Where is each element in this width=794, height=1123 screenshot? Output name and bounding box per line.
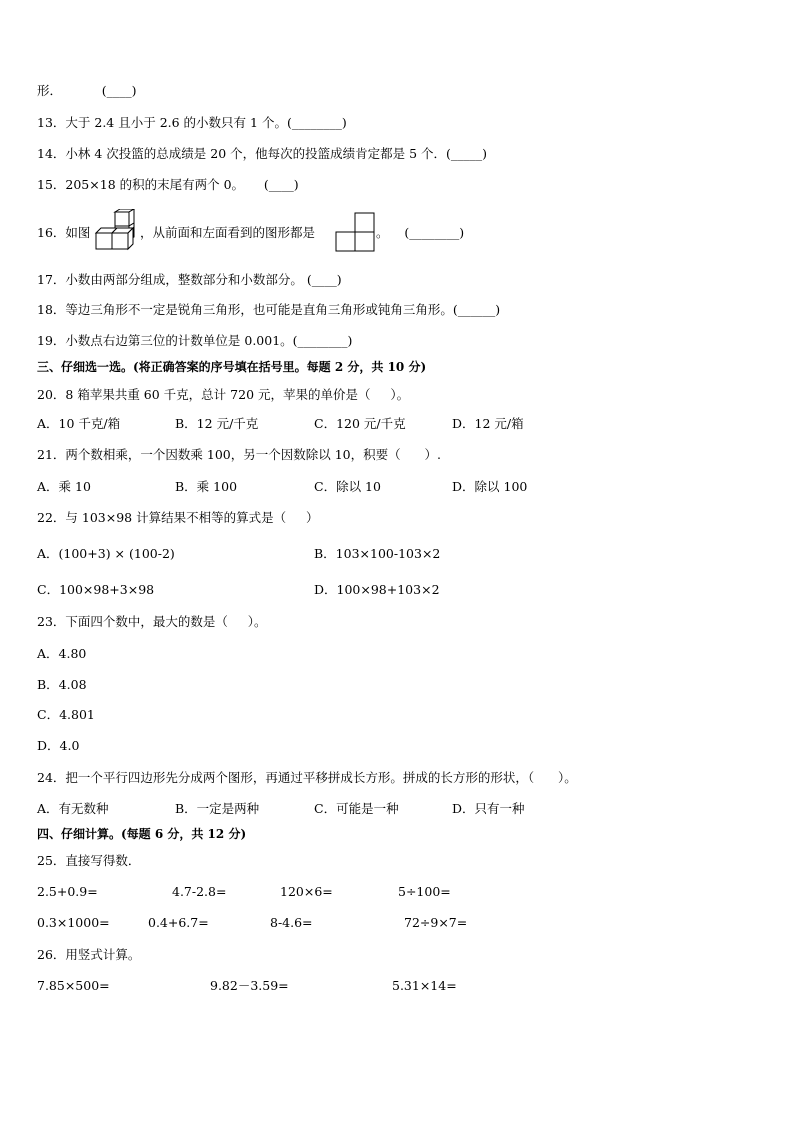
question-16-text-c: 。 (________) [376,225,465,240]
question-22: 22．与 103×98 计算结果不相等的算式是（ ） [37,510,319,525]
vertical-calc-1: 7.85×500= [37,978,110,993]
question-23: 23．下面四个数中，最大的数是（ ）。 [37,614,267,629]
q22-option-a: A．(100+3) × (100-2) [37,546,175,561]
q22-option-c: C．100×98+3×98 [37,582,155,597]
q23-option-c: C．4.801 [37,707,95,722]
q22-option-d: D．100×98+103×2 [314,582,440,597]
cube-stack-figure [93,209,139,253]
question-25: 25．直接写得数． [37,853,141,868]
q24-option-d: D．只有一种 [452,801,525,816]
q22-option-b: B．103×100-103×2 [314,546,441,561]
section-3-heading: 三、仔细选一选。(将正确答案的序号填在括号里。每题 2 分，共 10 分) [37,360,427,374]
vertical-calc-3: 5.31×14= [392,978,457,993]
view-shape-figure [335,212,377,252]
q20-option-d: D．12 元/箱 [452,416,524,431]
calc-item-2: 4.7-2.8= [172,884,227,899]
calc-item-1: 2.5+0.9= [37,884,98,899]
question-14: 14．小林 4 次投篮的总成绩是 20 个，他每次的投篮成绩肯定都是 5 个．(_____) [37,146,488,161]
question-18: 18．等边三角形不一定是锐角三角形，也可能是直角三角形或钝角三角形。(______) [37,302,501,317]
calc-item-7: 8-4.6= [270,915,313,930]
q21-option-a: A．乘 10 [37,479,91,494]
line-continuation: 形． (____) [37,83,137,98]
question-17: 17．小数由两部分组成，整数部分和小数部分。 (____) [37,272,342,287]
q20-option-c: C．120 元/千克 [314,416,406,431]
q23-option-b: B．4.08 [37,677,87,692]
question-24: 24．把一个平行四边形先分成两个图形，再通过平移拼成长方形。拼成的长方形的形状，（ ）。 [37,770,577,785]
calc-item-6: 0.4+6.7= [148,915,209,930]
q20-option-a: A．10 千克/箱 [37,416,121,431]
section-4-heading: 四、仔细计算。(每题 6 分，共 12 分) [37,827,247,841]
q21-option-d: D．除以 100 [452,479,528,494]
calc-item-3: 120×6= [280,884,333,899]
question-16-text-b: ，从前面和左面看到的图形都是 [140,225,316,240]
q21-option-b: B．乘 100 [175,479,238,494]
calc-item-4: 5÷100= [398,884,451,899]
q23-option-a: A．4.80 [37,646,87,661]
q21-option-c: C．除以 10 [314,479,381,494]
q24-option-a: A．有无数种 [37,801,109,816]
question-16-text-a: 16．如图 [37,225,91,240]
q24-option-c: C．可能是一种 [314,801,399,816]
question-13: 13．大于 2.4 且小于 2.6 的小数只有 1 个。(________) [37,115,347,130]
q23-option-d: D．4.0 [37,738,80,753]
question-19: 19．小数点右边第三位的计数单位是 0.001。(________) [37,333,353,348]
vertical-calc-2: 9.82－3.59= [210,978,289,993]
q24-option-b: B．一定是两种 [175,801,260,816]
question-15: 15．205×18 的积的末尾有两个 0。 (____) [37,177,299,192]
question-20: 20．8 箱苹果共重 60 千克，总计 720 元，苹果的单价是（ ）。 [37,387,410,402]
calc-item-8: 72÷9×7= [404,915,468,930]
calc-item-5: 0.3×1000= [37,915,110,930]
question-21: 21．两个数相乘，一个因数乘 100，另一个因数除以 10，积要（ ）. [37,447,441,462]
question-26: 26．用竖式计算。 [37,947,141,962]
q20-option-b: B．12 元/千克 [175,416,259,431]
